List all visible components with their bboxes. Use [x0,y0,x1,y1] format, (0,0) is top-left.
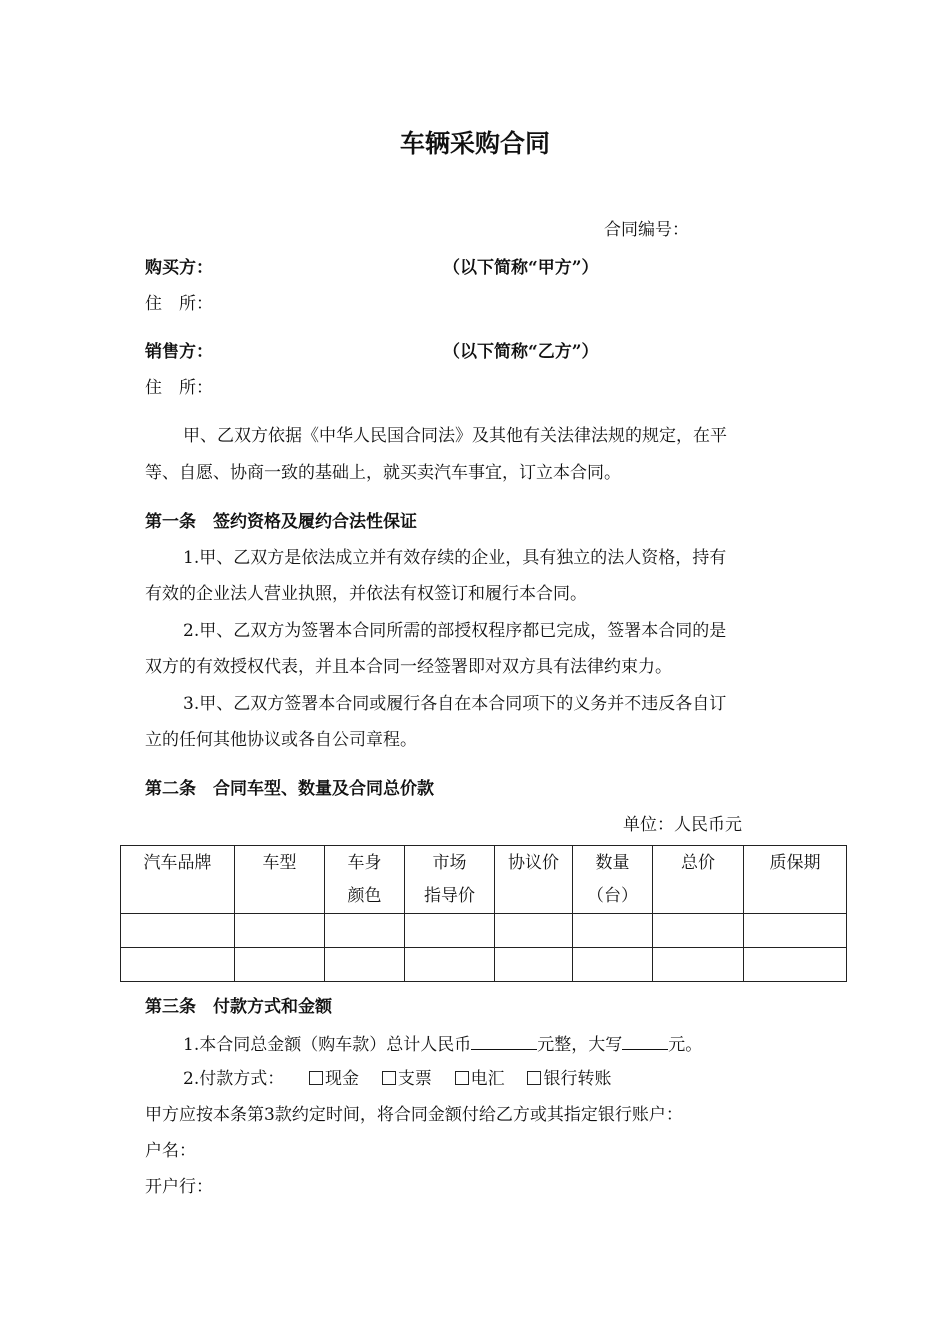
header-cell: 总价 [653,846,744,914]
table-cell[interactable] [653,948,744,982]
vehicle-table [120,845,847,982]
table-cell[interactable] [495,948,573,982]
table-cell[interactable] [744,948,847,982]
checkbox-cash[interactable]: 现金 [309,1069,359,1089]
buyer-label: 购买方： [145,258,213,278]
article-1-heading: 第一条 签约资格及履约合法性保证 [145,512,417,532]
table-cell[interactable] [121,914,235,948]
account-name-label: 户名： [145,1141,196,1161]
document-title: 车辆采购合同 [399,129,550,158]
table-cell[interactable] [573,948,653,982]
article-1-line: 双方的有效授权代表，并且本合同一经签署即对双方具有法律约束力。 [145,657,672,677]
table-cell[interactable] [235,948,325,982]
header-cell: 协议价 [495,846,573,914]
header-cell: 车身 颜色 [325,846,405,914]
table-cell[interactable] [235,914,325,948]
total-amount-text: 1.本合同总金额（购车款）总计人民币 [183,1035,472,1055]
checkbox-icon [455,1071,469,1085]
header-cell: 市场 指导价 [405,846,495,914]
header-cell: 汽车品牌 [121,846,235,914]
table-cell[interactable] [653,914,744,948]
checkbox-icon [309,1071,323,1085]
buyer-alias: （以下简称“甲方”） [443,258,599,278]
intro-line-2: 等、自愿、协商一致的基础上，就买卖汽车事宜，订立本合同。 [145,463,621,483]
table-cell[interactable] [495,914,573,948]
buyer-address-label: 住 所： [145,294,213,314]
total-amount-text: 元整，大写 [537,1035,623,1055]
header-cell: 车型 [235,846,325,914]
checkbox-bank-transfer[interactable]: 银行转账 [527,1069,611,1089]
payment-instruction: 甲方应按本条第3款约定时间，将合同金额付给乙方或其指定银行账户： [145,1105,683,1125]
checkbox-icon [382,1071,396,1085]
table-header-row [121,846,847,914]
table-cell[interactable] [121,948,235,982]
article-1-line: 1.甲、乙双方是依法成立并有效存续的企业，具有独立的法人资格，持有 [183,548,727,568]
article-3-heading: 第三条 付款方式和金额 [145,997,332,1017]
contract-number-label: 合同编号： [604,220,689,240]
header-cell: 质保期 [744,846,847,914]
checkbox-icon [527,1071,541,1085]
table-cell[interactable] [325,948,405,982]
total-amount-text: 元。 [668,1035,703,1055]
article-1-line: 有效的企业法人营业执照，并依法有权签订和履行本合同。 [145,584,587,604]
header-cell: 数量 （台） [573,846,653,914]
currency-unit: 单位：人民币元 [623,815,742,835]
table-cell[interactable] [405,914,495,948]
table-cell[interactable] [325,914,405,948]
checkbox-wire-transfer[interactable]: 电汇 [455,1069,505,1089]
article-1-line: 立的任何其他协议或各自公司章程。 [145,730,417,750]
seller-address-label: 住 所： [145,378,213,398]
payment-method-label: 2.付款方式： [183,1069,285,1089]
table-cell[interactable] [744,914,847,948]
table-cell[interactable] [405,948,495,982]
amount-words-blank[interactable] [622,1031,668,1050]
intro-line-1: 甲、乙双方依据《中华人民国合同法》及其他有关法律法规的规定，在平 [183,426,727,446]
table-row [121,948,847,982]
seller-label: 销售方： [145,342,213,362]
payment-method-line [183,1067,611,1091]
article-1-line: 3.甲、乙双方签署本合同或履行各自在本合同项下的义务并不违反各自订 [183,694,727,714]
article-2-heading: 第二条 合同车型、数量及合同总价款 [145,779,434,799]
checkbox-check[interactable]: 支票 [382,1069,432,1089]
article-1-line: 2.甲、乙双方为签署本合同所需的部授权程序都已完成，签署本合同的是 [183,621,727,641]
total-amount-line [183,1031,702,1057]
amount-number-blank[interactable] [471,1031,537,1050]
seller-alias: （以下简称“乙方”） [443,342,599,362]
table-row [121,914,847,948]
bank-label: 开户行： [145,1177,213,1197]
table-cell[interactable] [573,914,653,948]
